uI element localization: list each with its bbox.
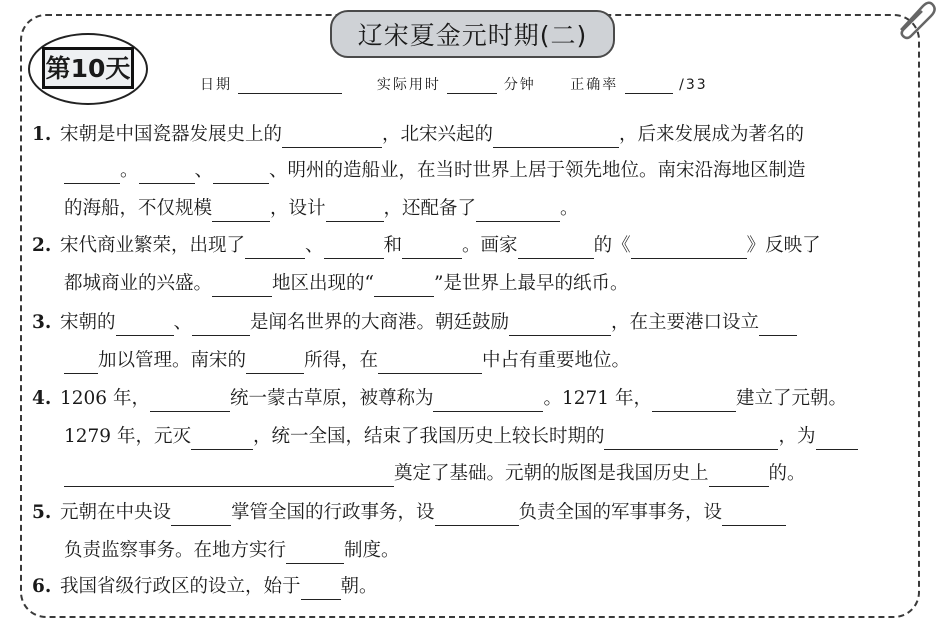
- question-4-line-3: [64, 461, 806, 487]
- question-4-line-2: [64, 424, 858, 450]
- answer-blank[interactable]: [652, 391, 736, 412]
- question-text: 的。: [768, 463, 806, 484]
- answer-blank[interactable]: [433, 391, 543, 412]
- answer-blank[interactable]: [301, 579, 341, 600]
- answer-blank[interactable]: [212, 201, 270, 222]
- answer-blank[interactable]: [493, 127, 619, 148]
- info-row: [200, 74, 708, 94]
- question-number: 4.: [32, 388, 52, 409]
- question-text: ，统一全国，结束了我国历史上较长时期的: [252, 426, 605, 447]
- question-text: 都城商业的兴盛。: [64, 273, 213, 294]
- question-text: ，在主要港口设立: [611, 312, 760, 333]
- question-text: 。画家: [462, 235, 518, 256]
- question-text: 和: [383, 235, 403, 256]
- answer-blank[interactable]: [759, 315, 797, 336]
- question-text: 、明州的造船业，在当时世界上居于领先地位。南宋沿海地区制造: [269, 160, 806, 181]
- answer-blank[interactable]: [709, 466, 769, 487]
- answer-blank[interactable]: [631, 238, 747, 259]
- question-text: ，后来发展成为著名的: [619, 124, 805, 145]
- question-text: 我国省级行政区的设立，始于: [60, 576, 301, 597]
- answer-blank[interactable]: [212, 276, 272, 297]
- question-text: 加以管理。南宋的: [98, 350, 247, 371]
- question-text: 。: [560, 198, 579, 219]
- answer-blank[interactable]: [509, 315, 611, 336]
- date-label: 日期: [200, 77, 232, 93]
- question-text: 统一蒙古草原，被尊称为: [229, 388, 434, 409]
- accuracy-field[interactable]: [625, 79, 673, 94]
- question-text: ，设计: [270, 198, 326, 219]
- question-1-line-3: [64, 196, 579, 222]
- question-text: 朝。: [340, 576, 378, 597]
- accuracy-label: 正确率: [570, 77, 619, 93]
- question-text: 是闻名世界的大商港。朝廷鼓励: [250, 312, 510, 333]
- answer-blank[interactable]: [192, 315, 250, 336]
- question-text: 的《: [593, 235, 631, 256]
- answer-blank[interactable]: [246, 353, 304, 374]
- question-3-line-2: [64, 348, 630, 374]
- question-text: ，北宋兴起的: [382, 124, 494, 145]
- answer-blank[interactable]: [435, 505, 519, 526]
- question-text: 建立了元朝。: [735, 388, 847, 409]
- question-text: 宋朝是中国瓷器发展史上的: [60, 124, 283, 145]
- question-text: 。: [120, 160, 139, 181]
- answer-blank[interactable]: [402, 238, 462, 259]
- answer-blank[interactable]: [64, 466, 394, 487]
- question-3: [32, 310, 797, 336]
- answer-blank[interactable]: [171, 505, 231, 526]
- question-text: 掌管全国的行政事务，设: [231, 502, 435, 523]
- question-text: 1206 年，: [60, 388, 150, 409]
- page-title: 辽宋夏金元时期(二): [330, 10, 616, 58]
- question-text: 1279 年，元灭: [64, 426, 191, 447]
- question-text: 。1271 年，: [543, 388, 652, 409]
- question-number: 6.: [32, 576, 52, 597]
- answer-blank[interactable]: [245, 238, 305, 259]
- question-number: 1.: [32, 124, 52, 145]
- answer-blank[interactable]: [150, 391, 230, 412]
- time-field[interactable]: [447, 79, 497, 94]
- answer-blank[interactable]: [518, 238, 594, 259]
- accuracy-total: /33: [679, 77, 708, 93]
- question-text: 负责全国的军事事务，设: [518, 502, 723, 523]
- question-text: 所得，在: [304, 350, 379, 371]
- question-5-line-2: [64, 538, 400, 564]
- date-field[interactable]: [238, 79, 342, 94]
- answer-blank[interactable]: [374, 276, 434, 297]
- answer-blank[interactable]: [722, 505, 786, 526]
- answer-blank[interactable]: [282, 127, 382, 148]
- day-badge-label: 第10天: [42, 47, 134, 89]
- question-text: 负责监察事务。在地方实行: [64, 540, 287, 561]
- answer-blank[interactable]: [324, 238, 384, 259]
- question-text: 、: [194, 160, 214, 181]
- question-2: [32, 233, 821, 259]
- answer-blank[interactable]: [213, 163, 269, 184]
- day-badge: [28, 33, 148, 105]
- time-unit: 分钟: [503, 77, 536, 93]
- answer-blank[interactable]: [378, 353, 482, 374]
- time-label: 实际用时: [376, 77, 441, 93]
- question-text: 奠定了基础。元朝的版图是我国历史上: [394, 463, 709, 484]
- answer-blank[interactable]: [286, 543, 344, 564]
- answer-blank[interactable]: [604, 429, 778, 450]
- question-text: 制度。: [344, 540, 400, 561]
- question-1: [32, 122, 804, 148]
- question-text: ，为: [778, 426, 816, 447]
- question-text: 的海船，不仅规模: [64, 198, 213, 219]
- question-text: 》反映了: [746, 235, 821, 256]
- answer-blank[interactable]: [64, 353, 98, 374]
- question-6: [32, 574, 378, 600]
- question-text: ，还配备了: [383, 198, 477, 219]
- question-5: [32, 500, 786, 526]
- answer-blank[interactable]: [476, 201, 560, 222]
- question-text: 宋朝的: [60, 312, 116, 333]
- question-1-line-2: [64, 158, 806, 184]
- question-text: 中占有重要地位。: [482, 350, 631, 371]
- answer-blank[interactable]: [816, 429, 858, 450]
- answer-blank[interactable]: [326, 201, 384, 222]
- question-number: 5.: [32, 502, 52, 523]
- question-text: 、: [173, 312, 193, 333]
- question-2-line-2: [64, 271, 628, 297]
- question-text: ”是世界上最早的纸币。: [433, 273, 629, 294]
- question-number: 2.: [32, 235, 52, 256]
- answer-blank[interactable]: [64, 163, 120, 184]
- question-number: 3.: [32, 312, 52, 333]
- answer-blank[interactable]: [191, 429, 253, 450]
- question-text: 宋代商业繁荣，出现了: [60, 235, 246, 256]
- question-text: 、: [305, 235, 324, 256]
- answer-blank[interactable]: [139, 163, 195, 184]
- answer-blank[interactable]: [116, 315, 174, 336]
- question-text: 元朝在中央设: [60, 502, 172, 523]
- question-4: [32, 386, 847, 412]
- question-text: 地区出现的“: [272, 273, 374, 294]
